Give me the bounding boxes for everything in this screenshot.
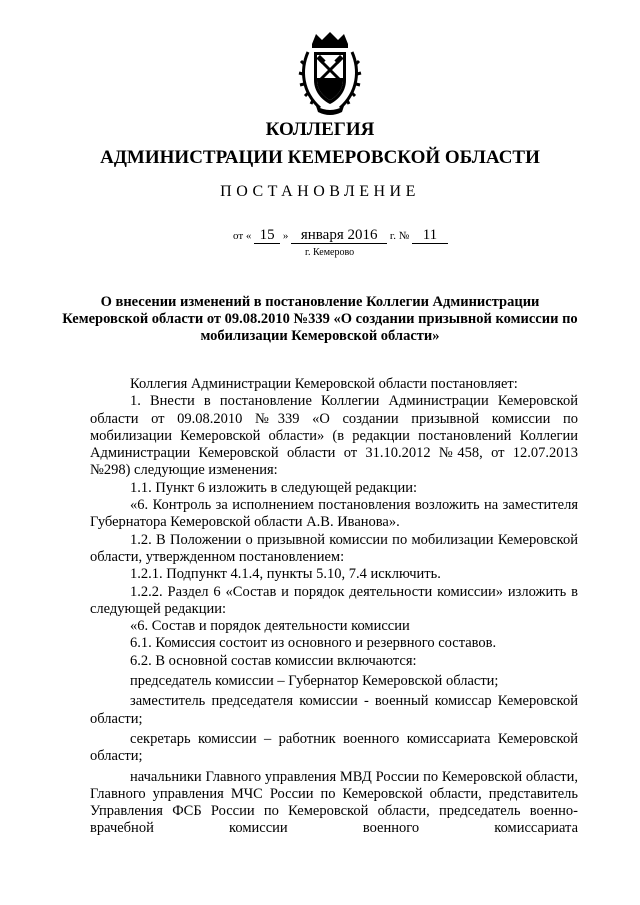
paragraph: 6.2. В основной состав комиссии включаются: [130, 652, 417, 669]
document-dateline [233, 228, 448, 244]
date-day: 15 [254, 228, 280, 244]
paragraph: 1.2. В Положении о призывной комиссии по мобилизации Кемеровской области, утвержденном постановлением: [90, 531, 578, 565]
coat-of-arms-icon [298, 30, 362, 116]
paragraph: 1. Внести в постановление Коллегии Администрации Кемеровской области от 09.08.2010 №339 «О создании призывной комиссии по мобилизации Кемеровской области» (в редакции постановлений Коллегии Администрации Кемеровской области от 31.10.2012 №458, от 12.07.2013 №298) следующие изменения: [90, 393, 578, 479]
paragraph: «6. Контроль за исполнением постановления возложить на заместителя Губернатора Кемеровской области А.В. Иванова». [90, 497, 578, 531]
document-number: 11 [412, 228, 448, 244]
date-from-label: от « [233, 230, 252, 242]
paragraph: 1.1. Пункт 6 изложить в следующей редакции: [130, 479, 418, 496]
date-number-label: г. № [389, 230, 410, 242]
paragraph: заместитель председателя комиссии - военный комиссар Кемеровской области; [90, 693, 578, 727]
date-month-year: января 2016 [291, 228, 387, 244]
paragraph: начальники Главного управления МВД России по Кемеровской области, Главного управления МЧС России по Кемеровской области, представитель Управления ФСБ России по Кемеровской области, председатель военно-врачебной комиссии военного комиссариата [90, 768, 578, 837]
paragraph: 1.2.2. Раздел 6 «Состав и порядок деятельности комиссии» изложить в следующей редакции: [90, 583, 578, 617]
document-title: О внесении изменений в постановление Коллегии Администрации Кемеровской области от 09.08.2010 №339 «О создании призывной комиссии по мобилизации Кемеровской области» [62, 294, 578, 344]
paragraph: Коллегия Администрации Кемеровской области постановляет: [130, 376, 518, 392]
paragraph: секретарь комиссии – работник военного комиссариата Кемеровской области; [90, 730, 578, 765]
paragraph: 1.2.1. Подпункт 4.1.4, пункты 5.10, 7.4 исключить. [130, 566, 441, 583]
document-type: ПОСТАНОВЛЕНИЕ [220, 183, 420, 200]
date-quote-close: » [282, 230, 289, 242]
document-body [90, 376, 578, 838]
paragraph: «6. Состав и порядок деятельности комиссии [130, 618, 410, 635]
collegium-heading: КОЛЛЕГИЯ [265, 119, 375, 140]
paragraph: председатель комиссии – Губернатор Кемеровской области; [130, 673, 499, 690]
document-city: г. Кемерово [305, 247, 355, 258]
administration-heading: АДМИНИСТРАЦИИ КЕМЕРОВСКОЙ ОБЛАСТИ [100, 147, 540, 168]
paragraph: 6.1. Комиссия состоит из основного и резервного составов. [130, 635, 497, 652]
